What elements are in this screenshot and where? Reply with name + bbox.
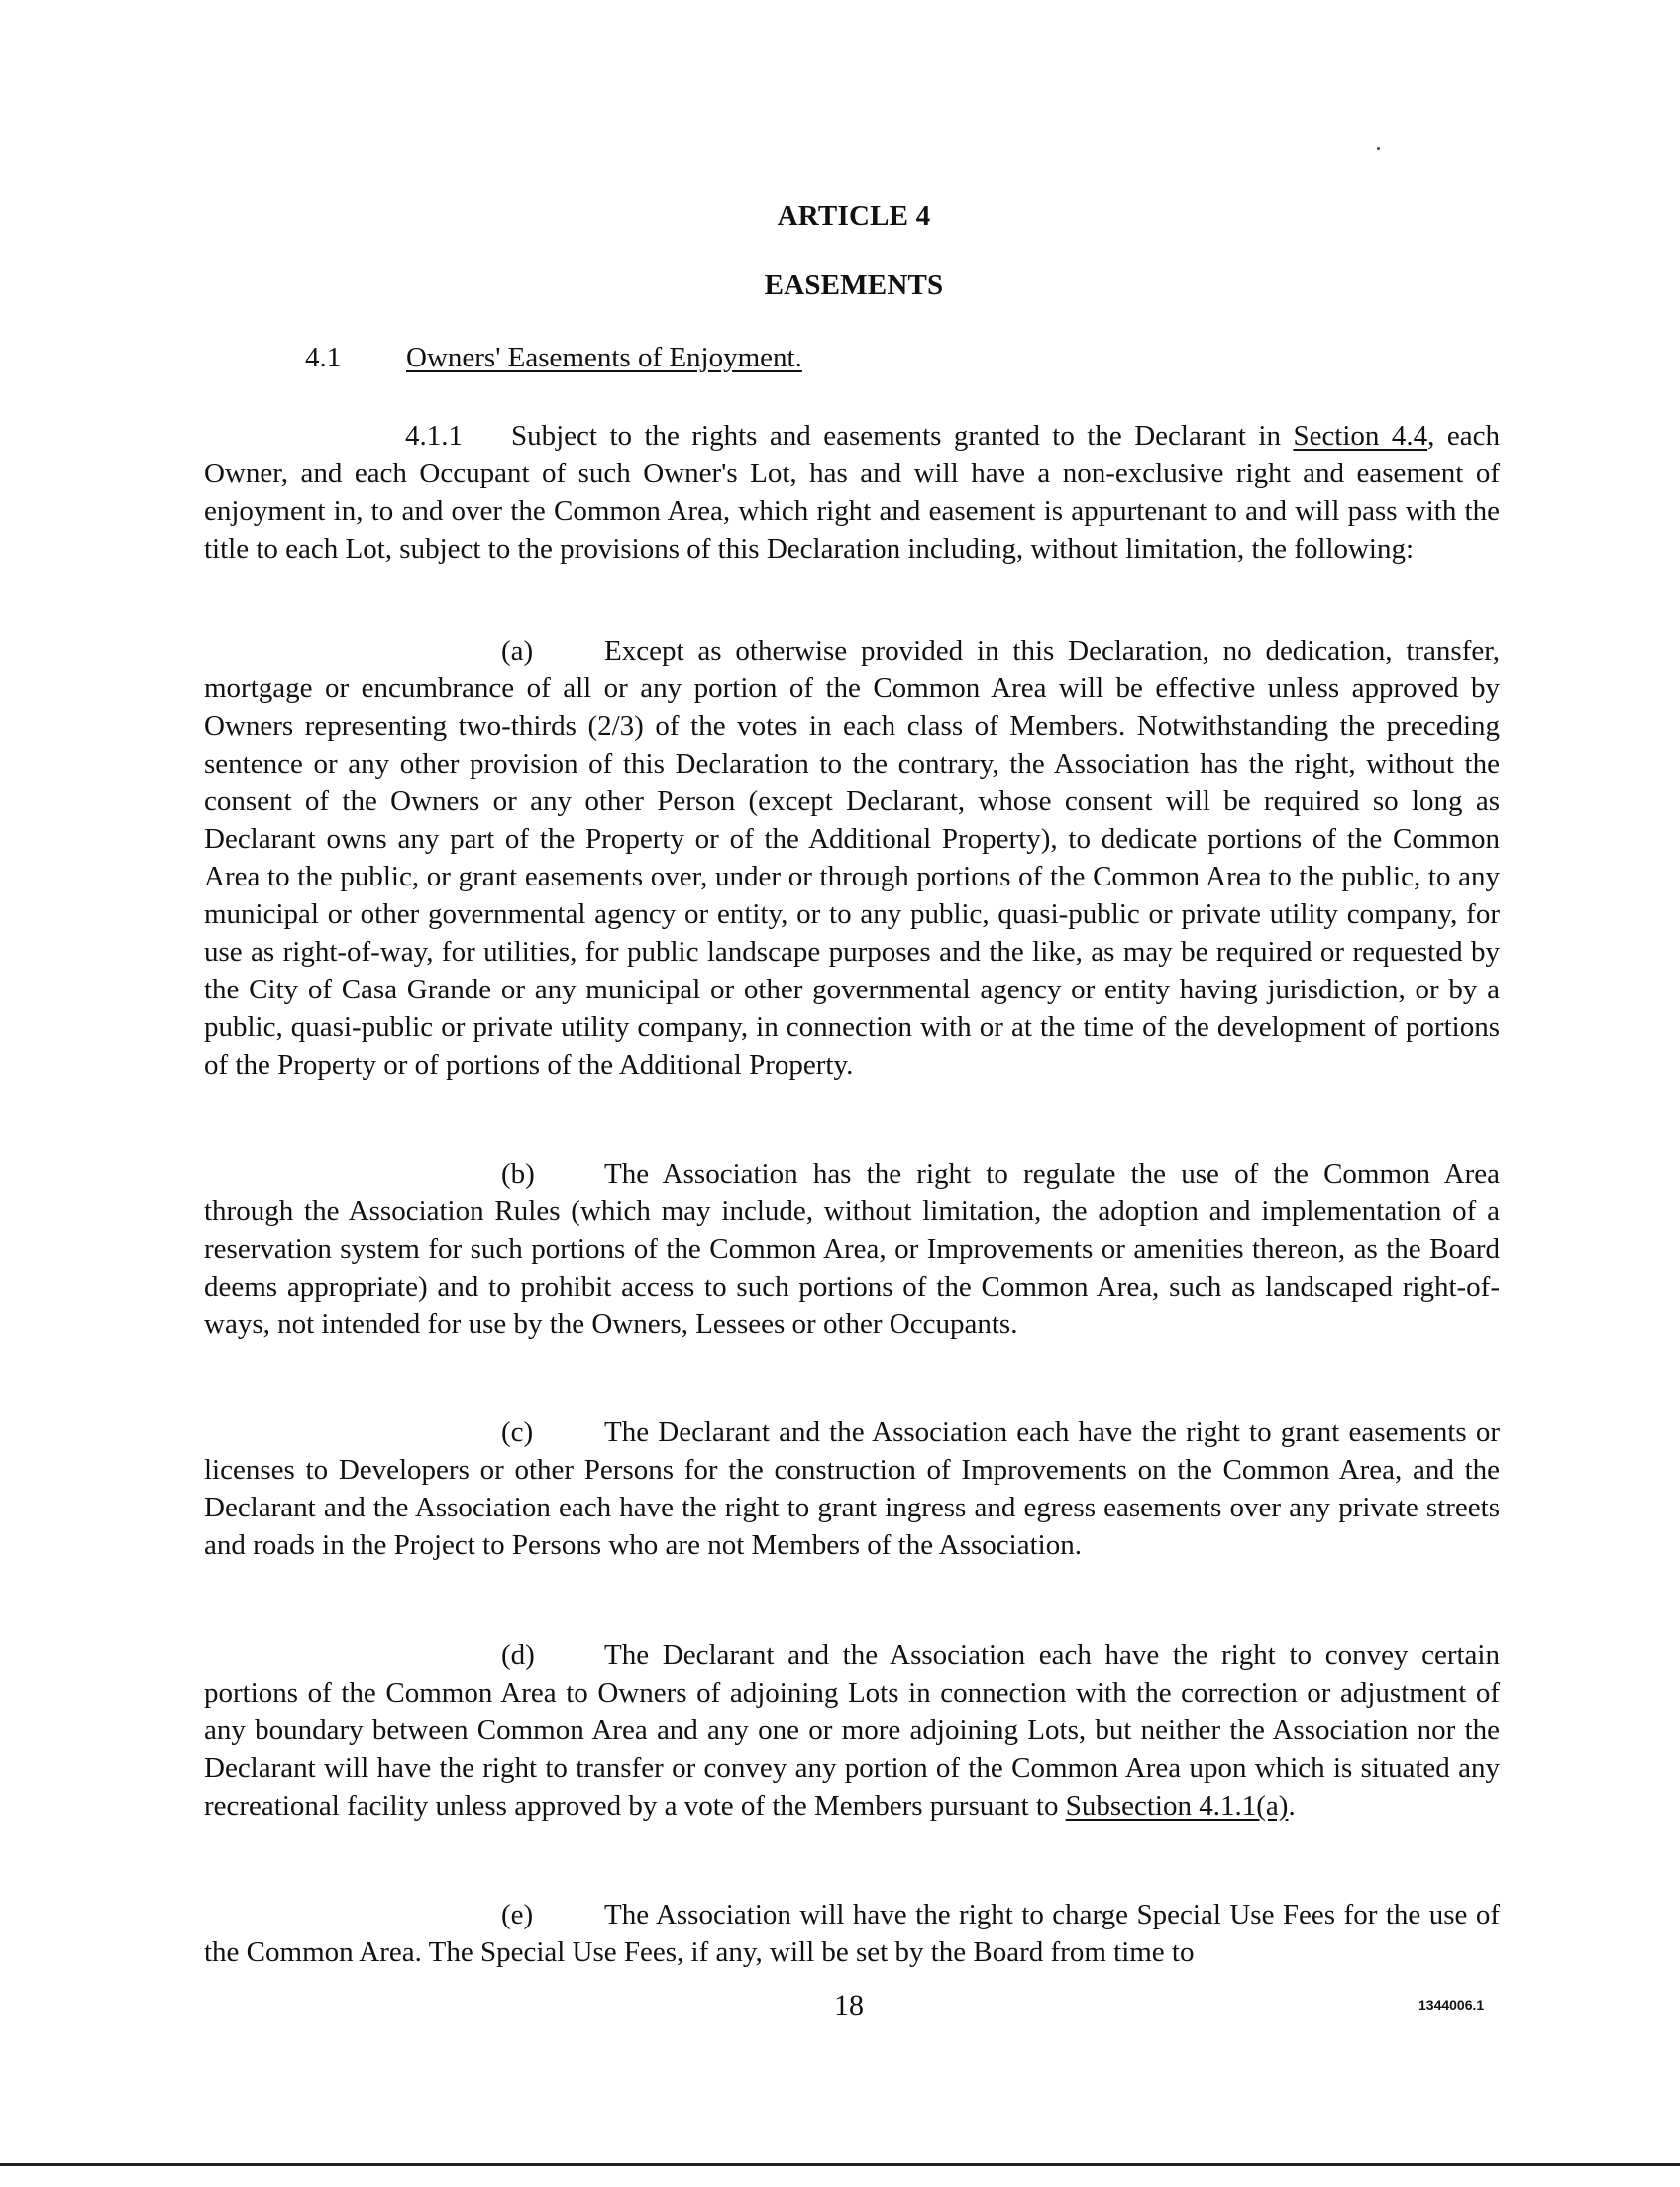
subparagraph-a [204,632,1500,1084]
subparagraph-text: The Declarant and the Association each have the right to grant easements or licenses to Developers or other Persons for the construction of Improvements on the Common Area, and the Declarant and the Association each have the right to grant ingress and egress easements over any private streets and roads in the Project to Persons who are not Members of the Association. [204,1416,1500,1561]
scan-speck [1377,147,1380,150]
subparagraph-text: The Association has the right to regulate the use of the Common Area through the Association Rules (which may include, without limitation, the adoption and implementation of a reservation system for such portions of the Common Area, or Improvements or amenities thereon, as the Board deems appropriate) and to prohibit access to such portions of the Common Area, such as landscaped right-of-ways, not intended for use by the Owners, Lessees or other Occupants. [204,1158,1500,1340]
section-reference: Section 4.4 [1293,420,1428,452]
subparagraph-text: The Association will have the right to charge Special Use Fees for the use of the Common Area. The Special Use Fees, if any, will be set by the Board from time to [204,1899,1500,1968]
subparagraph-marker: (d) [501,1639,535,1671]
subparagraph-c [204,1413,1500,1564]
document-id: 1344006.1 [1418,1997,1485,2013]
subparagraph-marker: (c) [501,1416,534,1448]
subparagraph-text: The Declarant and the Association each have the right to convey certain portions of the Common Area to Owners of adjoining Lots in connection with the correction or adjustment of any boundary between Common Area and any one or more adjoining Lots, but neither the Association nor the Declarant will have the right to transfer or convey any portion of the Common Area upon which is situated any recreational facility unless approved by a vote of the Members pursuant to [204,1639,1500,1822]
section-number: 4.1 [305,342,342,373]
subparagraph-d [204,1636,1500,1824]
section-heading [305,342,802,374]
paragraph-text: Subject to the rights and easements granted to the Declarant in [511,420,1294,452]
bottom-border-line [0,2163,1680,2166]
paragraph-4-1-1 [204,417,1500,568]
subparagraph-marker: (a) [501,635,534,667]
subparagraph-marker: (e) [501,1899,534,1930]
article-title: ARTICLE 4 [777,200,931,232]
page-number: 18 [834,1989,864,2022]
article-subtitle: EASEMENTS [764,269,944,301]
subparagraph-text: Except as otherwise provided in this Declaration, no dedication, transfer, mortgage or encumbrance of all or any portion of the Common Area will be effective unless approved by Owners representing two-thirds (2/3) of the votes in each class of Members. Notwithstanding the preceding sentence or any other provision of this Declaration to the contrary, the Association has the right, without the consent of the Owners or any other Person (except Declarant, whose consent will be required so long as Declarant owns any part of the Property or of the Additional Property), to dedicate portions of the Common Area to the public, or grant easements over, under or through portions of the Common Area to the public, to any municipal or other governmental agency or entity, or to any public, quasi-public or private utility company, for use as right-of-way, for utilities, for public landscape purposes and the like, as may be required or requested by the City of Casa Grande or any municipal or other governmental agency or entity having jurisdiction, or by a public, quasi-public or private utility company, in connection with or at the time of the development of portions of the Property or of portions of the Additional Property. [204,635,1500,1081]
subparagraph-b [204,1155,1500,1343]
subsection-reference: Subsection 4.1.1(a) [1065,1790,1289,1822]
paragraph-text: , each Owner, and each Occupant of such Owner's Lot, has and will have a non-exclusive right and easement of enjoyment in, to and over the Common Area, which right and easement is appurtenant to and will pass with the title to each Lot, subject to the provisions of this Declaration including, without limitation, the following: [204,420,1500,565]
paragraph-number: 4.1.1 [405,420,463,452]
section-title: Owners' Easements of Enjoyment. [406,342,802,373]
subparagraph-e [204,1896,1500,1971]
subparagraph-marker: (b) [501,1158,535,1190]
subparagraph-text: . [1288,1790,1296,1822]
